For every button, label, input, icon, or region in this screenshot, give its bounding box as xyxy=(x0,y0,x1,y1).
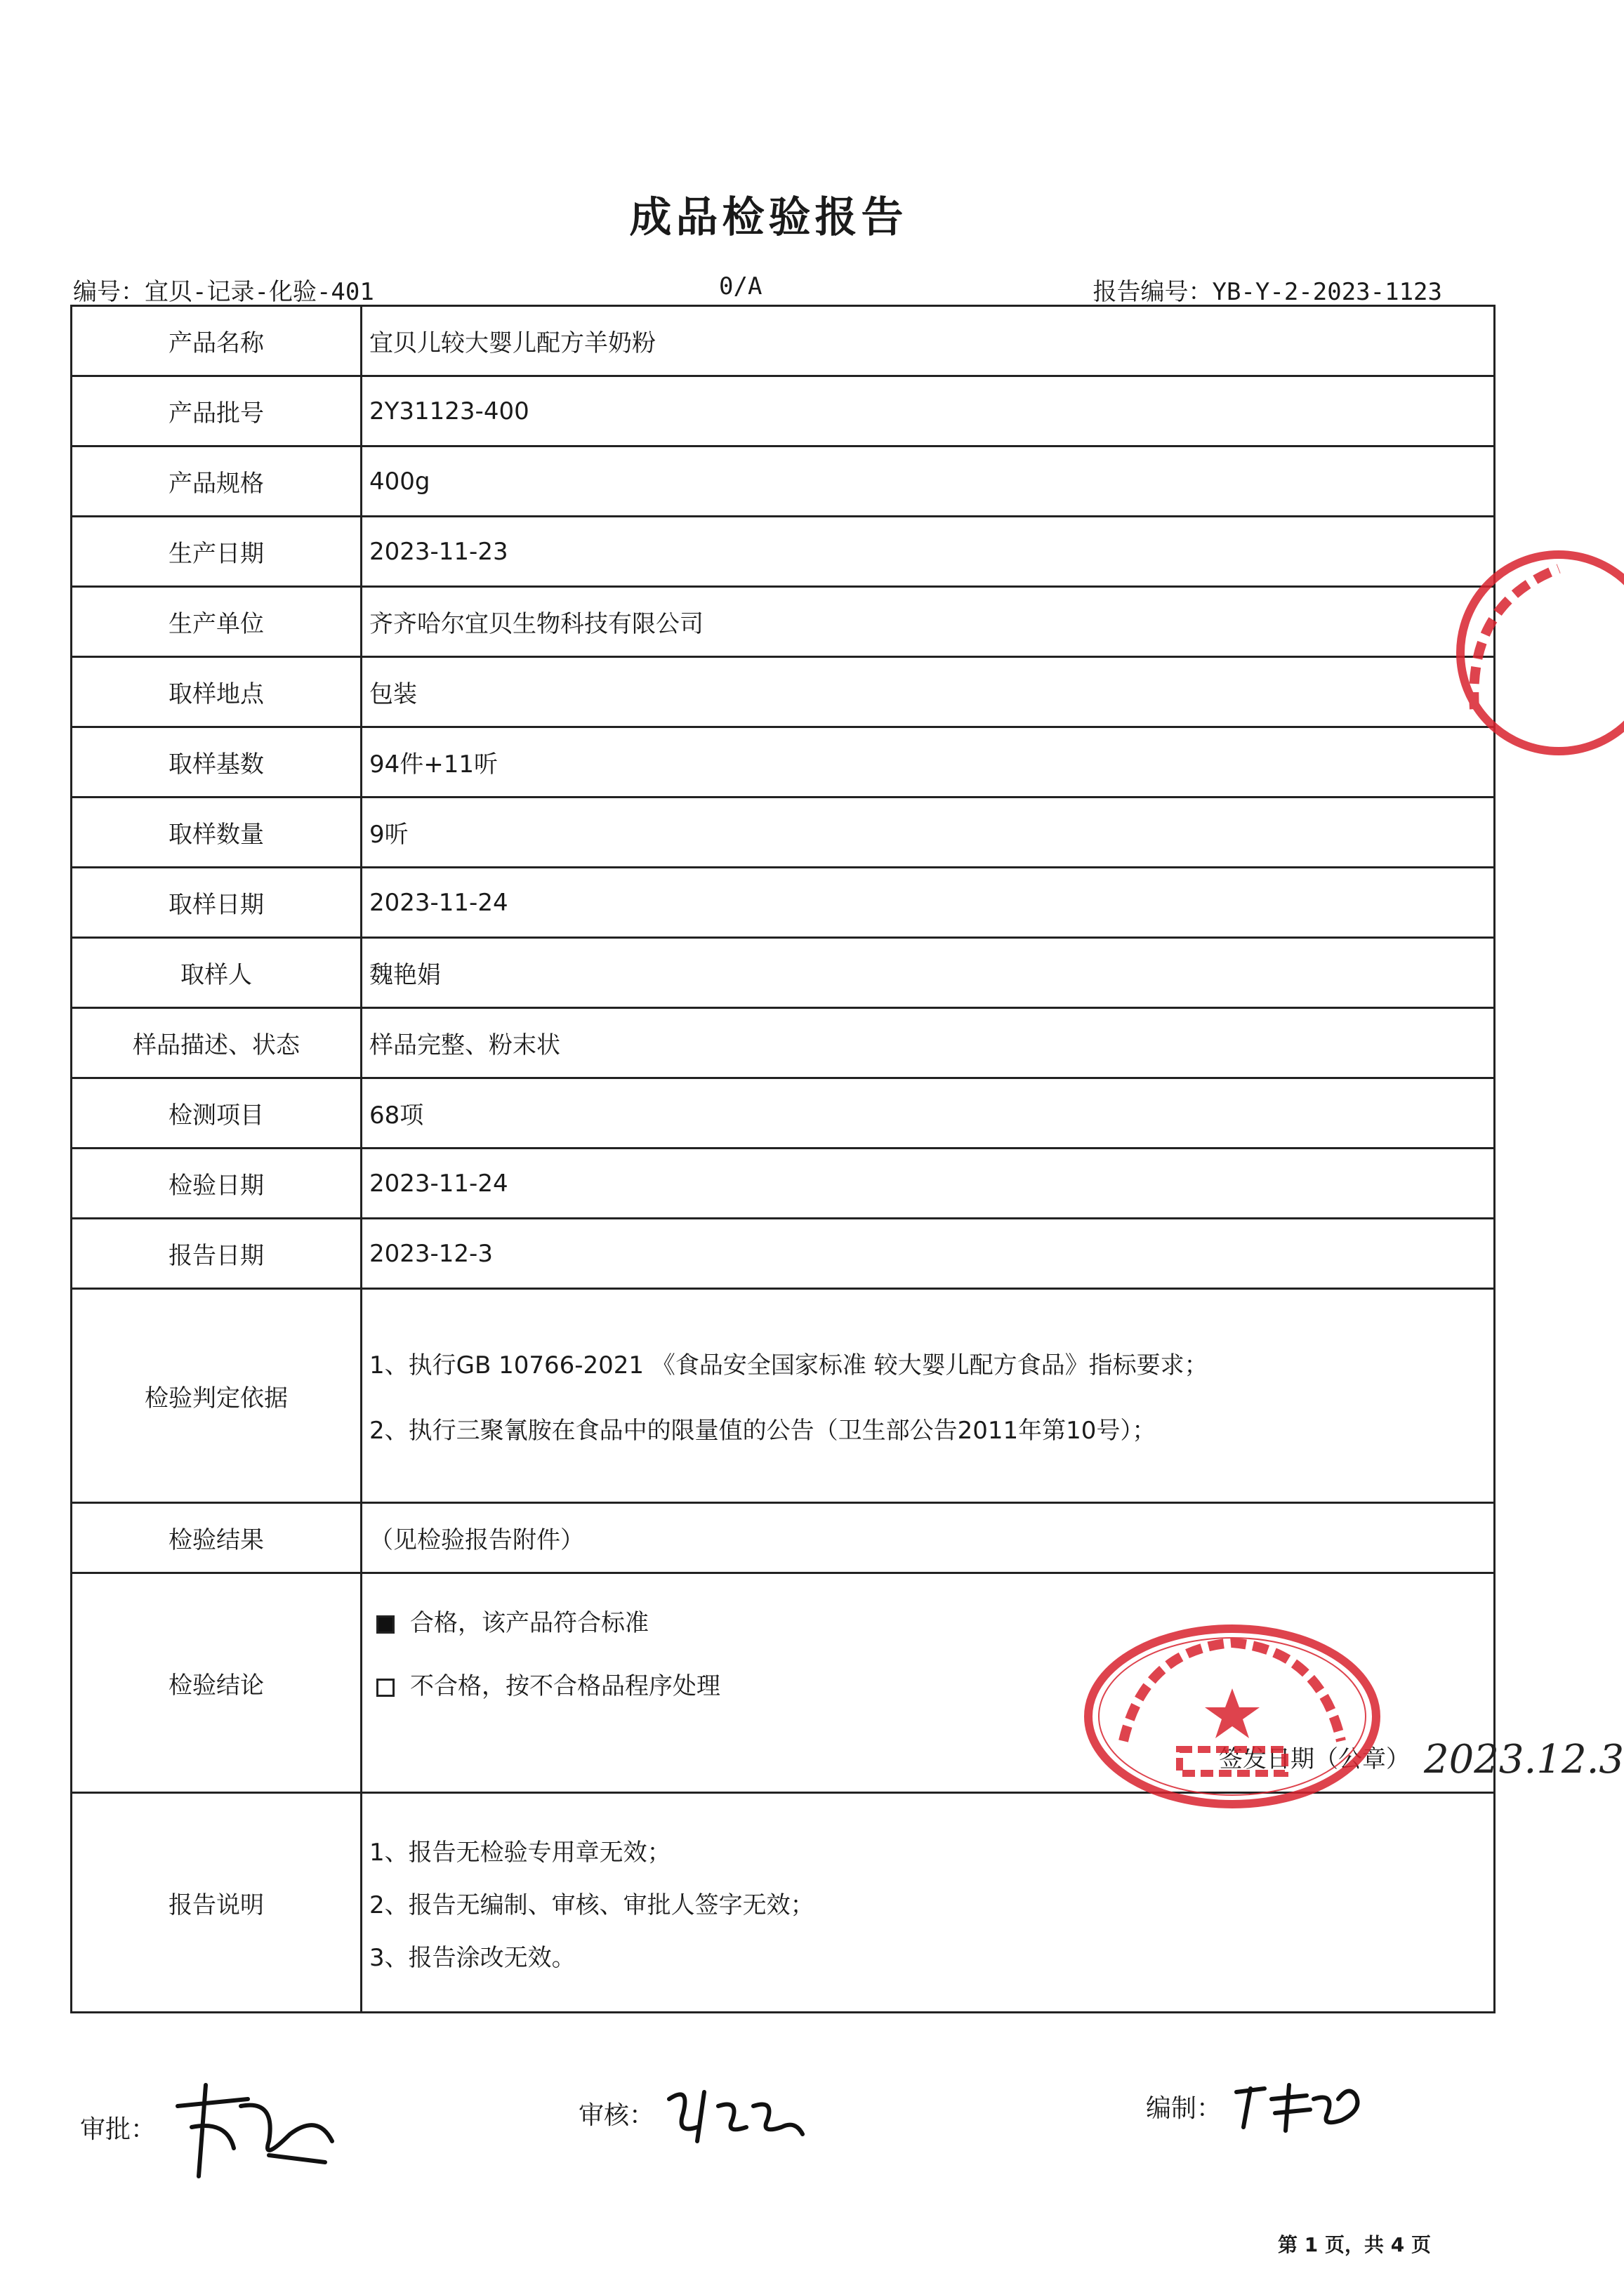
row-sampler xyxy=(72,938,1495,1008)
row-value: （见检验报告附件） xyxy=(362,1503,1495,1573)
row-value: 68项 xyxy=(362,1078,1495,1149)
row-sampling-base xyxy=(72,727,1495,798)
row-label: 检验结论 xyxy=(72,1573,362,1793)
basis-line-2: 2、执行三聚氰胺在食品中的限量值的公告（卫生部公告2011年第10号）； xyxy=(369,1417,1156,1445)
row-label: 产品名称 xyxy=(72,306,362,376)
row-label: 取样地点 xyxy=(72,657,362,727)
row-sampling-quantity xyxy=(72,798,1495,868)
row-test-items xyxy=(72,1078,1495,1149)
row-value: 2Y31123-400 xyxy=(362,376,1495,446)
signature-row xyxy=(73,2078,1498,2190)
row-value xyxy=(362,1793,1495,2013)
row-value: 样品完整、粉末状 xyxy=(362,1008,1495,1078)
row-sample-description xyxy=(72,1008,1495,1078)
row-manufacturer xyxy=(72,587,1495,657)
row-label: 取样日期 xyxy=(72,868,362,938)
issue-date-label: 签发日期（公章） xyxy=(1219,1745,1410,1773)
reviewer-handwriting xyxy=(662,2078,817,2155)
report-number: 报告编号：YB-Y-2-2023-1123 xyxy=(1092,278,1442,306)
row-label: 取样基数 xyxy=(72,727,362,798)
row-label: 检验判定依据 xyxy=(72,1289,362,1503)
row-value: 包装 xyxy=(362,657,1495,727)
row-report-date xyxy=(72,1219,1495,1289)
fail-option xyxy=(376,1667,720,1701)
row-label: 产品批号 xyxy=(72,376,362,446)
row-label: 生产单位 xyxy=(72,587,362,657)
review-label: 审核： xyxy=(579,2101,655,2130)
reviewer-signature xyxy=(579,2078,817,2155)
note-line-3: 3、报告涂改无效。 xyxy=(369,1943,576,1972)
pass-checkbox xyxy=(376,1615,395,1634)
fail-text: 不合格，按不合格品程序处理 xyxy=(410,1672,720,1700)
row-value: 2023-11-24 xyxy=(362,868,1495,938)
row-label: 检验日期 xyxy=(72,1149,362,1219)
row-sampling-location xyxy=(72,657,1495,727)
pass-option xyxy=(376,1603,649,1638)
row-value: 400g xyxy=(362,446,1495,517)
row-label: 生产日期 xyxy=(72,517,362,587)
row-sampling-date xyxy=(72,868,1495,938)
approver-handwriting xyxy=(164,2078,346,2183)
note-line-1: 1、报告无检验专用章无效； xyxy=(369,1838,671,1867)
preparer-signature xyxy=(1146,2078,1370,2141)
row-batch-number xyxy=(72,376,1495,446)
document-number: 编号：宜贝-记录-化验-401 xyxy=(73,278,374,306)
row-label: 报告日期 xyxy=(72,1219,362,1289)
approver-signature xyxy=(80,2078,346,2183)
row-value: 魏艳娟 xyxy=(362,938,1495,1008)
row-inspection-date xyxy=(72,1149,1495,1219)
row-label: 检测项目 xyxy=(72,1078,362,1149)
row-inspection-result xyxy=(72,1503,1495,1573)
row-product-name xyxy=(72,306,1495,376)
issue-date-value: 2023.12.3 xyxy=(1424,1737,1624,1782)
row-specification xyxy=(72,446,1495,517)
row-label: 取样人 xyxy=(72,938,362,1008)
fail-checkbox xyxy=(376,1679,395,1697)
row-label: 产品规格 xyxy=(72,446,362,517)
row-label: 样品描述、状态 xyxy=(72,1008,362,1078)
report-title: 成品检验报告 xyxy=(629,193,908,242)
pass-text: 合格，该产品符合标准 xyxy=(410,1609,649,1637)
row-label: 检验结果 xyxy=(72,1503,362,1573)
row-judgment-basis xyxy=(72,1289,1495,1503)
row-value: 2023-11-23 xyxy=(362,517,1495,587)
row-value: 宜贝儿较大婴儿配方羊奶粉 xyxy=(362,306,1495,376)
page-footer: 第 1 页，共 4 页 xyxy=(1278,2233,1431,2256)
row-label: 报告说明 xyxy=(72,1793,362,2013)
revision: 0/A xyxy=(719,272,763,300)
row-report-notes xyxy=(72,1793,1495,2013)
row-value: 2023-11-24 xyxy=(362,1149,1495,1219)
prepare-label: 编制： xyxy=(1146,2094,1222,2123)
row-value: 2023-12-3 xyxy=(362,1219,1495,1289)
row-value: 9听 xyxy=(362,798,1495,868)
company-seal-stamp xyxy=(1081,1622,1383,1811)
note-line-2: 2、报告无编制、审核、审批人签字无效； xyxy=(369,1891,814,1919)
approve-label: 审批： xyxy=(80,2115,157,2144)
row-value: 94件+11听 xyxy=(362,727,1495,798)
row-value xyxy=(362,1289,1495,1503)
edge-seal-stamp xyxy=(1439,548,1580,758)
basis-line-1: 1、执行GB 10766-2021 《食品安全国家标准 较大婴儿配方食品》指标要求； xyxy=(369,1351,1208,1379)
preparer-handwriting xyxy=(1229,2078,1370,2141)
row-label: 取样数量 xyxy=(72,798,362,868)
row-production-date xyxy=(72,517,1495,587)
row-value: 齐齐哈尔宜贝生物科技有限公司 xyxy=(362,587,1495,657)
